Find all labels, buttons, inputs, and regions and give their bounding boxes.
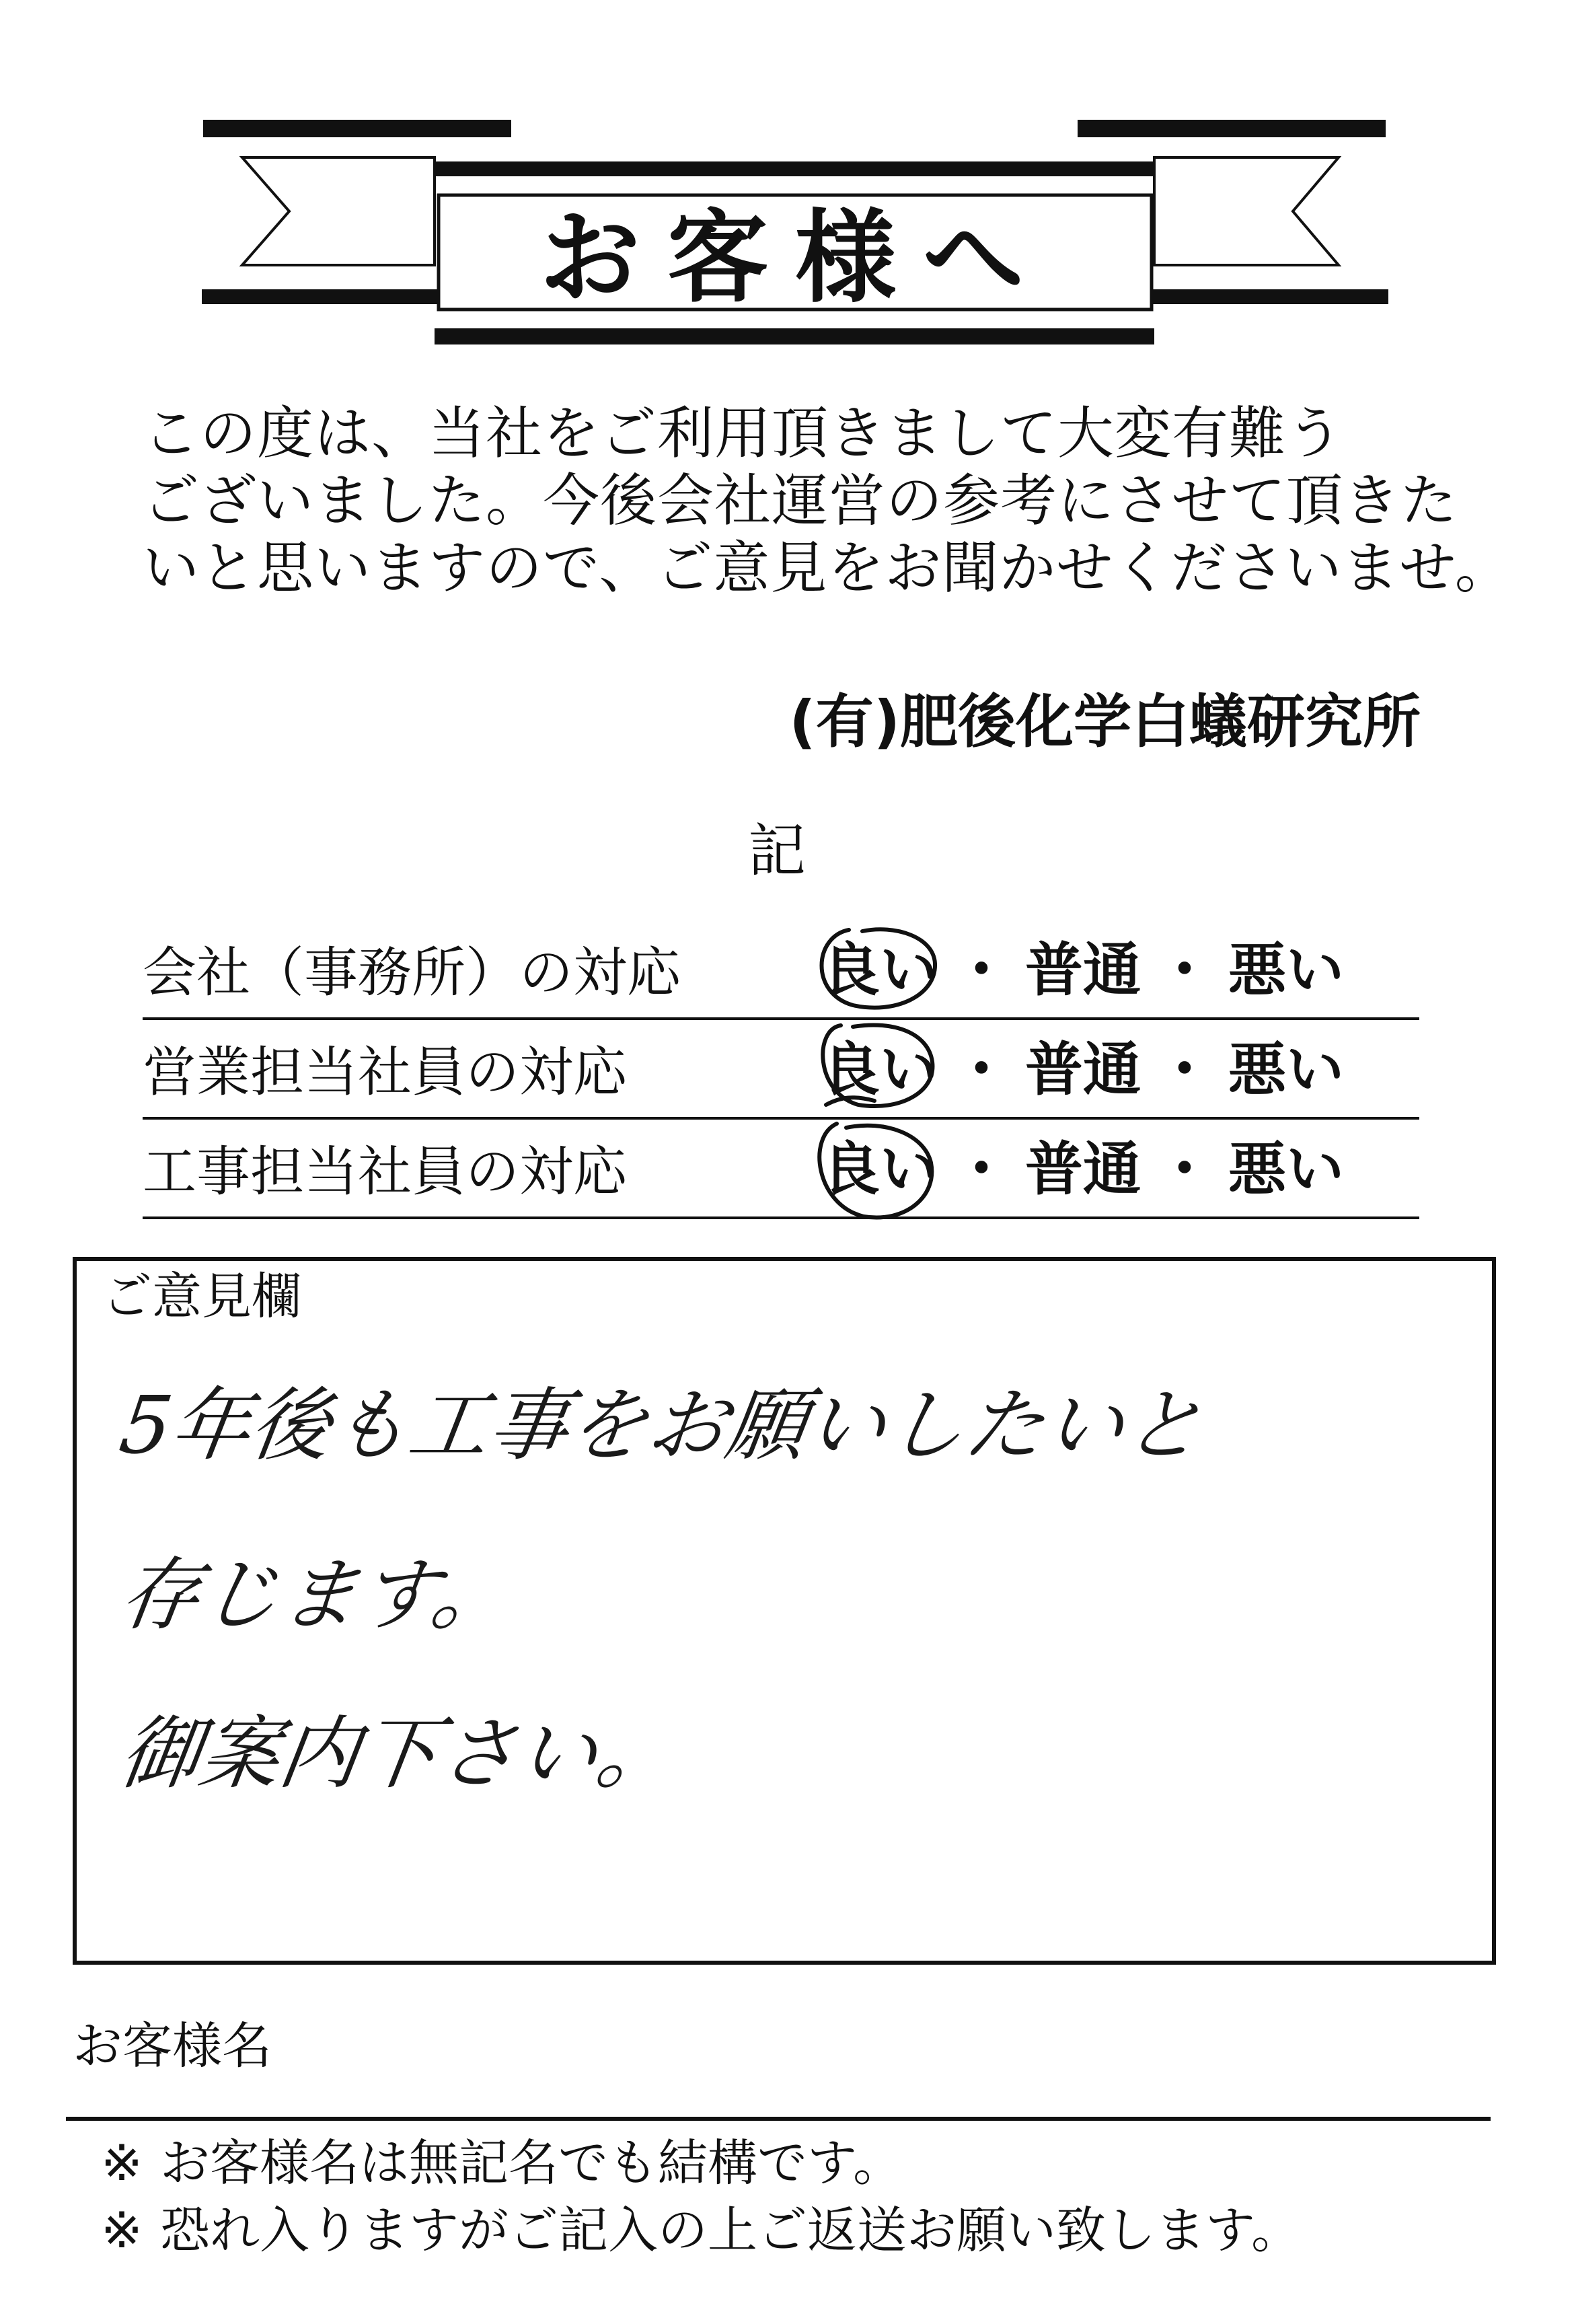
reference-mark-icon: ※ (101, 2134, 143, 2192)
rating-option-bad[interactable]: 悪い (1228, 1036, 1344, 1103)
rating-option-normal[interactable]: 普通 (1025, 1036, 1141, 1103)
rating-option-good[interactable]: 良い (822, 936, 938, 1004)
rating-option-normal[interactable]: 普通 (1025, 936, 1141, 1004)
note-2 (101, 2200, 1301, 2261)
selection-circle-icon (823, 1025, 932, 1106)
rating-separator: ・ (952, 1036, 1010, 1103)
handwritten-line-1: 5年後も工事をお願いしたいと (114, 1379, 1210, 1472)
rating-row-label: 会社（事務所）の対応 (143, 941, 681, 1004)
handwritten-line-2: 存じます。 (114, 1548, 519, 1641)
page-title: お客様へ (539, 198, 1051, 317)
note-text: 恐れ入りますがご記入の上ご返送お願い致します。 (160, 2202, 1302, 2259)
rating-option-bad[interactable]: 悪い (1228, 1135, 1344, 1203)
reference-mark-icon: ※ (101, 2202, 143, 2259)
rating-option-good[interactable]: 良い (822, 1036, 938, 1103)
intro-line-1: この度は、当社をご利用頂きまして大変有難う (143, 400, 1344, 466)
selection-circle-icon (822, 929, 936, 1007)
handwritten-line-3: 御案内下さい。 (114, 1707, 683, 1800)
rating-separator: ・ (952, 936, 1010, 1004)
rating-option-normal[interactable]: 普通 (1025, 1135, 1141, 1203)
ki-heading: 記 (748, 818, 806, 885)
intro-line-2: ございました。今後会社運営の参考にさせて頂きた (143, 468, 1458, 534)
rating-row-label: 工事担当社員の対応 (143, 1140, 627, 1203)
rating-separator: ・ (1156, 936, 1213, 1004)
rating-option-bad[interactable]: 悪い (1228, 936, 1344, 1004)
customer-name-field[interactable] (66, 2117, 1491, 2121)
company-name: (有)肥後化学白蟻研究所 (789, 688, 1421, 756)
intro-line-3: いと思いますので、ご意見をお聞かせくださいませ。 (143, 535, 1512, 601)
note-text: お客様名は無記名でも結構です。 (160, 2134, 903, 2192)
rating-row-label: 営業担当社員の対応 (143, 1041, 627, 1103)
customer-name-label: お客様名 (73, 2017, 272, 2075)
rating-separator: ・ (1156, 1036, 1213, 1103)
selection-circle-icon (819, 1124, 932, 1218)
rating-separator: ・ (1156, 1135, 1213, 1203)
opinion-label: ご意見欄 (102, 1268, 301, 1326)
note-1 (101, 2133, 903, 2193)
rating-separator: ・ (952, 1135, 1010, 1203)
rating-option-good[interactable]: 良い (822, 1135, 938, 1203)
